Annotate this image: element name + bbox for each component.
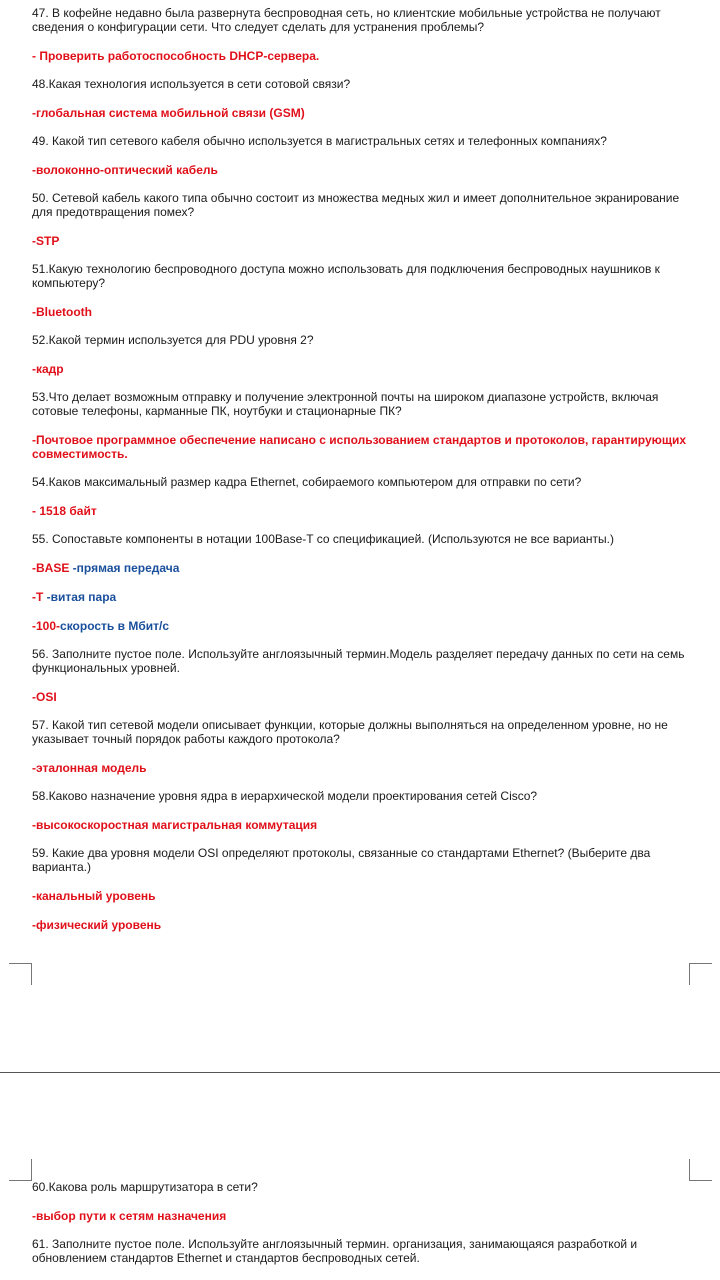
answer-57: -эталонная модель <box>32 761 147 775</box>
answer-58: -высокоскоростная магистральная коммутация <box>32 818 318 832</box>
answer-55-t-term: -T <box>32 590 44 604</box>
answer-48: -глобальная система мобильной связи (GSM) <box>32 106 305 120</box>
question-59: 59. Какие два уровня модели OSI определяют протоколы, связанные со стандартами Ethernet? (Выберите два варианта.) <box>32 846 651 874</box>
answer-60: -выбор пути к сетям назначения <box>32 1209 227 1223</box>
answer-55-base <box>32 561 692 575</box>
margin-corner-mark <box>9 963 32 985</box>
answer-53: -Почтовое программное обеспечение написано с использованием стандартов и протоколов, гарантирующих совместимость. <box>32 433 687 461</box>
question-49: 49. Какой тип сетевого кабеля обычно используется в магистральных сетях и телефонных компаниях? <box>32 134 607 148</box>
answer-56: -OSI <box>32 690 57 704</box>
question-50: 50. Сетевой кабель какого типа обычно состоит из множества медных жил и имеет дополнительное экранирование для предотвращения помех? <box>32 191 680 219</box>
margin-corner-mark <box>689 963 712 985</box>
question-61: 61. Заполните пустое поле. Используйте англоязычный термин. организация, занимающаяся разработкой и обновлением стандартов Ethernet и стандартов беспроводных сетей. <box>32 1237 638 1265</box>
question-48: 48.Какая технология используется в сети сотовой связи? <box>32 77 351 91</box>
answer-47: - Проверить работоспособность DHCP-сервера. <box>32 49 320 63</box>
answer-55-t-meaning: -витая пара <box>43 590 117 604</box>
answer-51: -Bluetooth <box>32 305 92 319</box>
answer-55-100-term: -100- <box>32 619 61 633</box>
question-54: 54.Каков максимальный размер кадра Ethernet, собираемого компьютером для отправки по сети? <box>32 475 582 489</box>
answer-54: - 1518 байт <box>32 504 97 518</box>
answer-55-100 <box>32 619 692 633</box>
question-57: 57. Какой тип сетевой модели описывает функции, которые должны выполняться на определенном уровне, но не указывает точный порядок работы каждого протокола? <box>32 718 668 746</box>
question-58: 58.Каково назначение уровня ядра в иерархической модели проектирования сетей Cisco? <box>32 789 538 803</box>
answer-59-2: -физический уровень <box>32 918 162 932</box>
document-page-2 <box>0 1073 720 1280</box>
answer-50: -STP <box>32 234 60 248</box>
answer-49: -волоконно-оптический кабель <box>32 163 218 177</box>
page-1-text <box>32 6 692 946</box>
question-60: 60.Какова роль маршрутизатора в сети? <box>32 1180 258 1194</box>
page-2-text <box>32 1180 692 1265</box>
question-52: 52.Какой термин используется для PDU уровня 2? <box>32 333 314 347</box>
question-56: 56. Заполните пустое поле. Используйте англоязычный термин.Модель разделяет передачу данных по сети на семь функциональных уровней. <box>32 647 685 675</box>
answer-52: -кадр <box>32 362 64 376</box>
answer-55-t <box>32 590 692 604</box>
question-55: 55. Сопоставьте компоненты в нотации 100Base-T со спецификацией. (Используются не все варианты.) <box>32 532 614 546</box>
question-51: 51.Какую технологию беспроводного доступа можно использовать для подключения беспроводных наушников к компьютеру? <box>32 262 660 290</box>
margin-corner-mark <box>689 1159 712 1181</box>
answer-55-base-term: -BASE <box>32 561 70 575</box>
answer-55-base-meaning: -прямая передача <box>69 561 180 575</box>
question-53: 53.Что делает возможным отправку и получение электронной почты на широком диапазоне устройств, включая сотовые телефоны, карманные ПК, ноутбуки и стационарные ПК? <box>32 390 659 418</box>
margin-corner-mark <box>9 1159 32 1181</box>
answer-55-100-meaning: скорость в Мбит/с <box>60 619 170 633</box>
question-47: 47. В кофейне недавно была развернута беспроводная сеть, но клиентские мобильные устройства не получают сведения о конфигурации сети. Что следует сделать для устранения проблемы? <box>32 6 661 34</box>
answer-59-1: -канальный уровень <box>32 889 156 903</box>
